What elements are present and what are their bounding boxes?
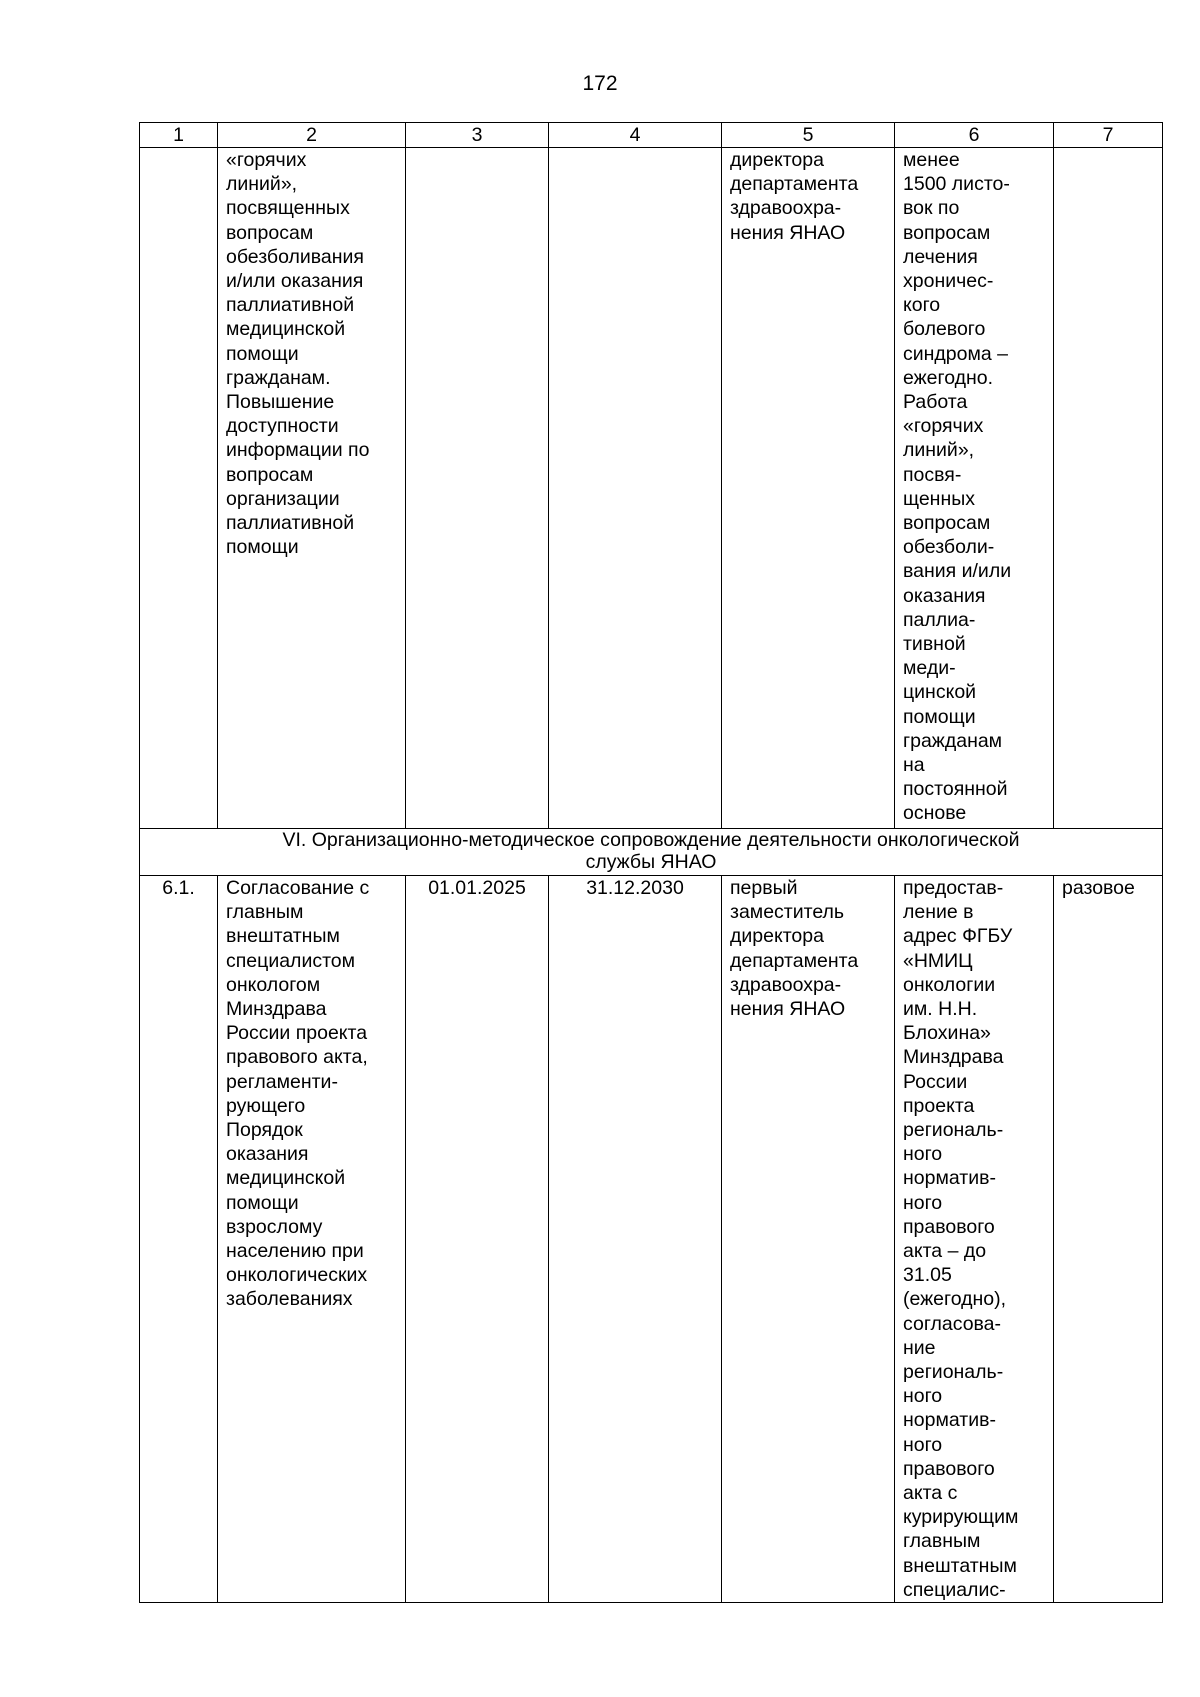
- table-row: [140, 876, 1163, 1603]
- table-cell-activity: Согласование с главным внештатным специалистом онкологом Минздрава России проекта правового акта, регламенти- рующего Порядок оказания медицинской помощи взрослому населению при онкологических заболеваниях: [218, 876, 406, 1603]
- table-cell-frequency: [1054, 148, 1163, 829]
- column-header-4: 4: [549, 123, 722, 148]
- column-header-5: 5: [722, 123, 895, 148]
- column-header-7: 7: [1054, 123, 1163, 148]
- section-heading: VI. Организационно-методическое сопровождение деятельности онкологической службы ЯНАО: [140, 829, 1163, 876]
- table-row: [140, 148, 1163, 829]
- table-cell-result: менее 1500 листо- вок по вопросам лечения хроничес- кого болевого синдрома – ежегодно. Работа «горячих линий», посвя- щенных вопросам обезболи- вания и/или оказания паллиа- тивной меди- цинской помощи гражданам на постоянной основе: [895, 148, 1054, 829]
- table-cell-start-date: 01.01.2025: [406, 876, 549, 1603]
- table-cell-end-date: [549, 148, 722, 829]
- column-header-2: 2: [218, 123, 406, 148]
- table-cell-number: 6.1.: [140, 876, 218, 1603]
- table-cell-start-date: [406, 148, 549, 829]
- column-header-3: 3: [406, 123, 549, 148]
- table-cell-responsible: директора департамента здравоохра- нения ЯНАО: [722, 148, 895, 829]
- table-cell-number: [140, 148, 218, 829]
- header-row: [140, 123, 1163, 148]
- page-number: 172: [582, 72, 618, 95]
- plan-table: [139, 122, 1163, 1603]
- column-header-6: 6: [895, 123, 1054, 148]
- table-cell-frequency: разовое: [1054, 876, 1163, 1603]
- table-cell-activity: «горячих линий», посвященных вопросам обезболивания и/или оказания паллиативной медицинской помощи гражданам. Повышение доступности информации по вопросам организации паллиативной помощи: [218, 148, 406, 829]
- section-row: [140, 829, 1163, 876]
- table-cell-responsible: первый заместитель директора департамента здравоохра- нения ЯНАО: [722, 876, 895, 1603]
- table-cell-result: предостав- ление в адрес ФГБУ «НМИЦ онкологии им. Н.Н. Блохина» Минздрава России проекта региональ- ного норматив- ного правового акта – до 31.05 (ежегодно), согласова- ние региональ- ного норматив- ного правового акта с курирующим главным внештатным специалис-: [895, 876, 1054, 1603]
- table-cell-end-date: 31.12.2030: [549, 876, 722, 1603]
- column-header-1: 1: [140, 123, 218, 148]
